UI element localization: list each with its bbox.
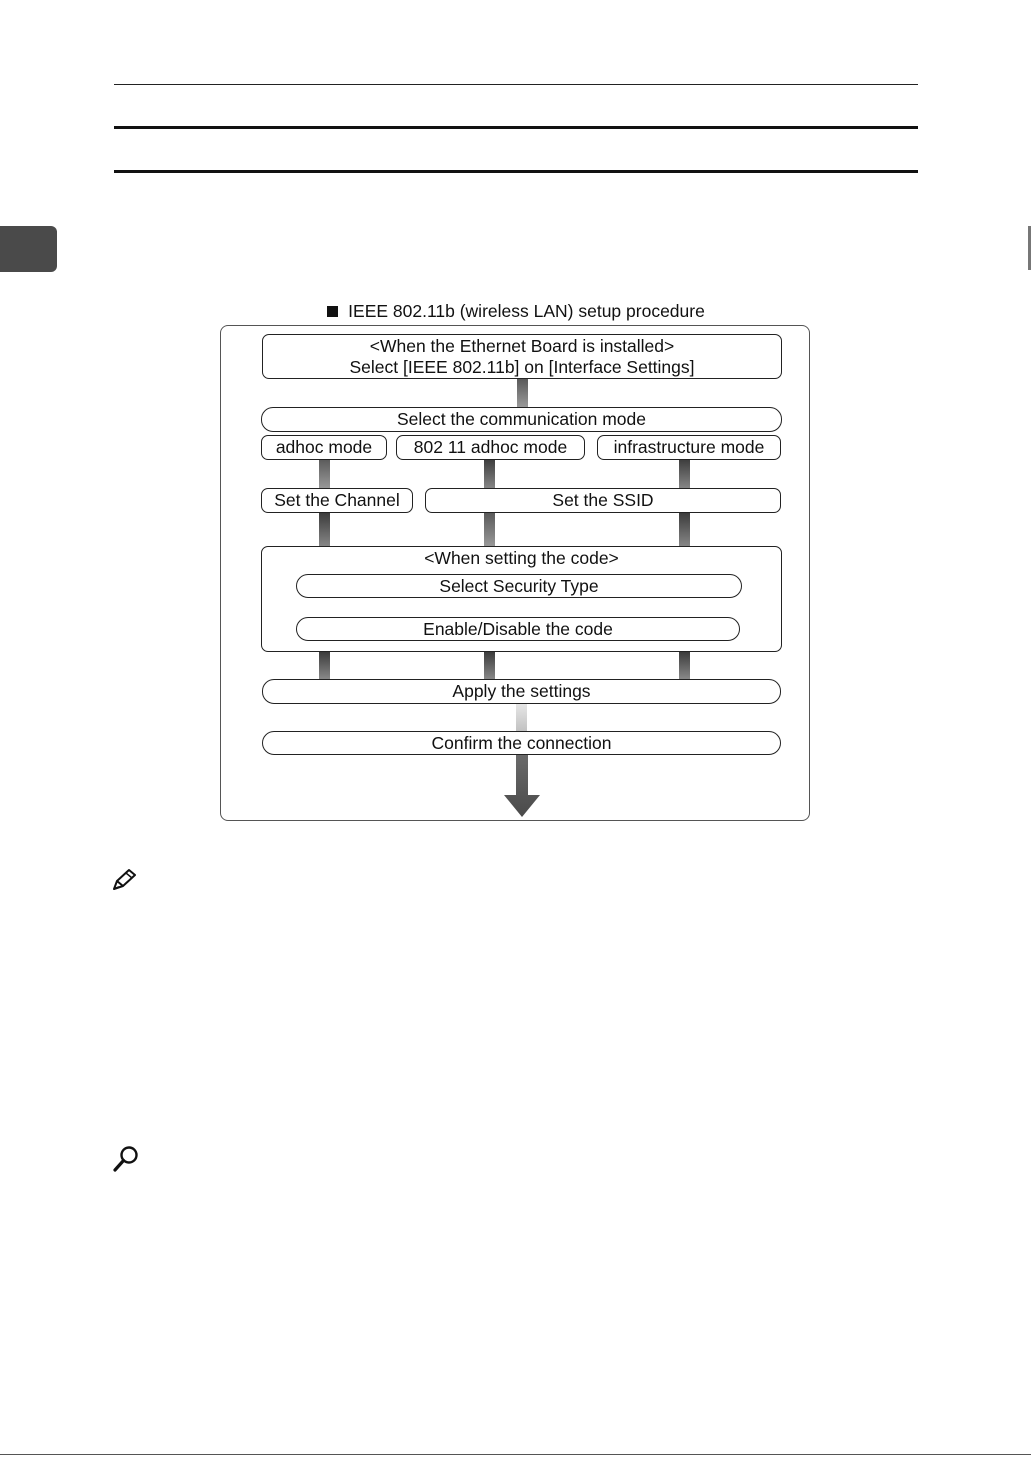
connector-ssid-to-code-2 (679, 513, 690, 547)
connector-80211adhoc-to-ssid (484, 459, 495, 489)
connector-code-to-apply-2 (484, 652, 495, 679)
mode-adhoc-box (261, 435, 387, 460)
mode-adhoc-label: adhoc mode (275, 437, 373, 457)
enable-disable-box (296, 617, 740, 641)
chapter-tab (0, 226, 57, 272)
connector-adhoc-to-channel (319, 459, 330, 489)
diagram-title-text: IEEE 802.11b (wireless LAN) setup procedure (348, 300, 705, 321)
connector-channel-to-code (319, 513, 330, 547)
connector-ssid-to-code-1 (484, 513, 495, 547)
security-type-box (296, 574, 742, 598)
mode-80211-adhoc-box (396, 435, 585, 460)
diagram-title (220, 300, 812, 322)
start-box-line2: Select [IEEE 802.11b] on [Interface Settings] (349, 356, 695, 377)
apply-settings-box (262, 679, 781, 704)
header-rule (114, 84, 918, 85)
mode-infrastructure-box (597, 435, 781, 460)
mode-infrastructure-label: infrastructure mode (613, 437, 765, 457)
square-bullet-icon (327, 306, 338, 317)
magnifier-reference-icon (112, 1145, 140, 1173)
confirm-connection-box (262, 731, 781, 755)
confirm-connection-label: Confirm the connection (431, 732, 612, 753)
connector-code-to-apply-1 (319, 652, 330, 679)
security-type-label: Select Security Type (439, 575, 599, 596)
down-arrow-icon (502, 755, 542, 819)
set-ssid-label: Set the SSID (552, 490, 654, 510)
select-mode-label: Select the communication mode (396, 409, 647, 429)
code-group-heading: <When setting the code> (424, 548, 619, 568)
connector-start-to-mode (517, 379, 528, 407)
connector-infra-to-ssid (679, 459, 690, 489)
apply-settings-label: Apply the settings (452, 681, 591, 701)
start-box-line1: <When the Ethernet Board is installed> (369, 335, 675, 356)
select-mode-box (261, 407, 782, 432)
enable-disable-label: Enable/Disable the code (423, 618, 613, 639)
pencil-note-icon (111, 868, 137, 892)
mode-80211-adhoc-label: 802 11 adhoc mode (413, 437, 568, 457)
connector-code-to-apply-3 (679, 652, 690, 679)
set-channel-box (261, 488, 413, 513)
start-box (262, 334, 782, 379)
set-channel-label: Set the Channel (274, 490, 400, 510)
section-rule-top (114, 126, 918, 129)
set-ssid-box (425, 488, 781, 513)
footer-rule (0, 1454, 1031, 1455)
connector-apply-to-confirm (516, 704, 527, 731)
section-rule-bottom (114, 170, 918, 173)
